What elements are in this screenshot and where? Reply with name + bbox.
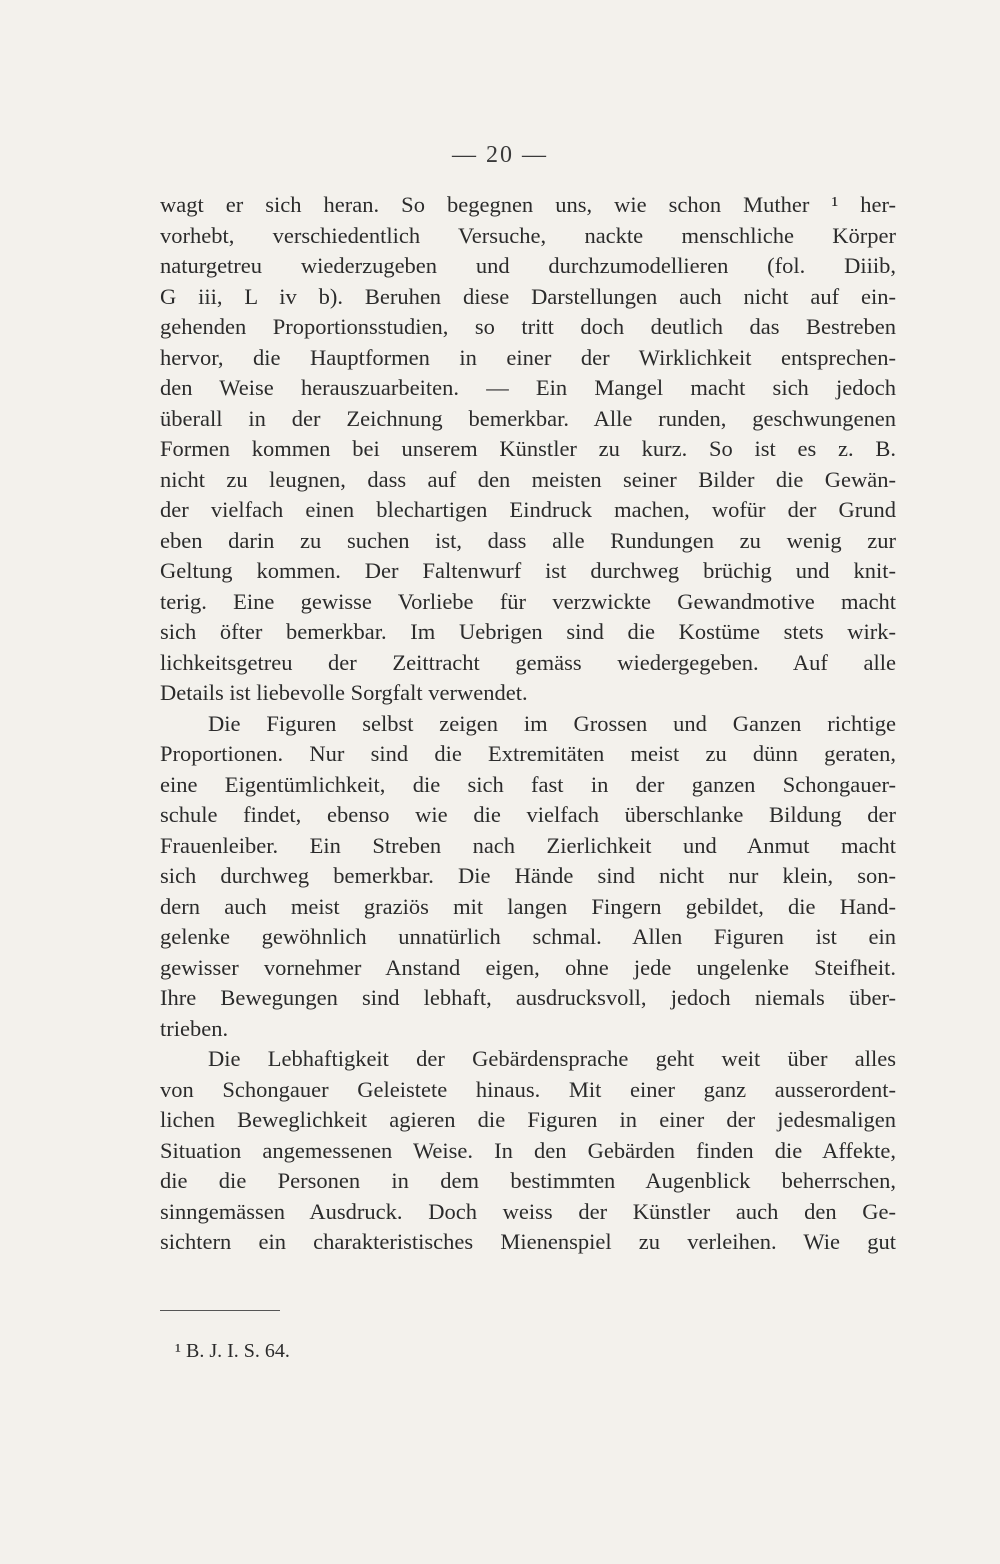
- text-line: Details ist liebevolle Sorgfalt verwendet.: [160, 680, 528, 705]
- text-line: gewisser vornehmer Anstand eigen, ohne jede ungelenke Steifheit.: [160, 954, 896, 980]
- text-line: eben darin zu suchen ist, dass alle Rundungen zu wenig zur: [160, 527, 896, 553]
- footnote-rule: [160, 1310, 280, 1311]
- text-line: dern auch meist graziös mit langen Fingern gebildet, die Hand-: [160, 893, 896, 919]
- text-line: überall in der Zeichnung bemerkbar. Alle runden, geschwungenen: [160, 405, 896, 431]
- text-line: sich durchweg bemerkbar. Die Hände sind nicht nur klein, son-: [160, 863, 896, 888]
- text-line: Geltung kommen. Der Faltenwurf ist durchweg brüchig und knit-: [160, 558, 896, 583]
- text-line: lichkeitsgetreu der Zeittracht gemäss wiedergegeben. Auf alle: [160, 649, 896, 675]
- text-line: gehenden Proportionsstudien, so tritt doch deutlich das Bestreben: [160, 314, 896, 339]
- text-line: eine Eigentümlichkeit, die sich fast in der ganzen Schongauer-: [160, 771, 896, 797]
- body-text: [160, 190, 896, 1258]
- text-line: Proportionen. Nur sind die Extremitäten meist zu dünn geraten,: [160, 741, 896, 766]
- text-line: hervor, die Hauptformen in einer der Wirklichkeit entsprechen-: [160, 344, 896, 370]
- text-line: G iii, L iv b). Beruhen diese Darstellungen auch nicht auf ein-: [160, 283, 896, 309]
- text-line: vorhebt, verschiedentlich Versuche, nackte menschliche Körper: [160, 222, 896, 248]
- footnote: ¹ B. J. I. S. 64.: [175, 1340, 290, 1362]
- text-line: Die Lebhaftigkeit der Gebärdensprache geht weit über alles: [208, 1046, 896, 1071]
- text-line: trieben.: [160, 1015, 229, 1041]
- text-line: gelenke gewöhnlich unnatürlich schmal. Allen Figuren ist ein: [160, 924, 896, 949]
- text-line: Ihre Bewegungen sind lebhaft, ausdrucksvoll, jedoch niemals über-: [160, 985, 896, 1010]
- paragraph: [160, 709, 896, 1045]
- text-line: sichtern ein charakteristisches Mienenspiel zu verleihen. Wie gut: [160, 1229, 896, 1254]
- text-line: terig. Eine gewisse Vorliebe für verzwickte Gewandmotive macht: [160, 588, 896, 614]
- text-line: Situation angemessenen Weise. In den Gebärden finden die Affekte,: [160, 1137, 896, 1163]
- text-line: den Weise herauszuarbeiten. — Ein Mangel macht sich jedoch: [160, 375, 896, 400]
- paragraph: [160, 190, 896, 709]
- text-line: lichen Beweglichkeit agieren die Figuren in einer der jedesmaligen: [160, 1107, 896, 1132]
- text-line: Formen kommen bei unserem Künstler zu kurz. So ist es z. B.: [160, 436, 896, 461]
- text-line: der vielfach einen blechartigen Eindruck machen, wofür der Grund: [160, 497, 896, 522]
- text-line: sich öfter bemerkbar. Im Uebrigen sind die Kostüme stets wirk-: [160, 619, 896, 644]
- page-number: — 20 —: [452, 142, 548, 168]
- text-line: wagt er sich heran. So begegnen uns, wie schon Muther ¹ her-: [160, 192, 896, 217]
- text-line: schule findet, ebenso wie die vielfach überschlanke Bildung der: [160, 802, 896, 827]
- text-line: Frauenleiber. Ein Streben nach Zierlichkeit und Anmut macht: [160, 832, 896, 858]
- text-line: nicht zu leugnen, dass auf den meisten seiner Bilder die Gewän-: [160, 466, 896, 492]
- text-line: Die Figuren selbst zeigen im Grossen und Ganzen richtige: [208, 710, 896, 736]
- paragraph: [160, 1044, 896, 1258]
- text-line: die die Personen in dem bestimmten Augenblick beherrschen,: [160, 1168, 896, 1193]
- text-line: von Schongauer Geleistete hinaus. Mit einer ganz ausserordent-: [160, 1076, 896, 1102]
- text-line: sinngemässen Ausdruck. Doch weiss der Künstler auch den Ge-: [160, 1198, 896, 1224]
- text-line: naturgetreu wiederzugeben und durchzumodellieren (fol. Diiib,: [160, 253, 896, 278]
